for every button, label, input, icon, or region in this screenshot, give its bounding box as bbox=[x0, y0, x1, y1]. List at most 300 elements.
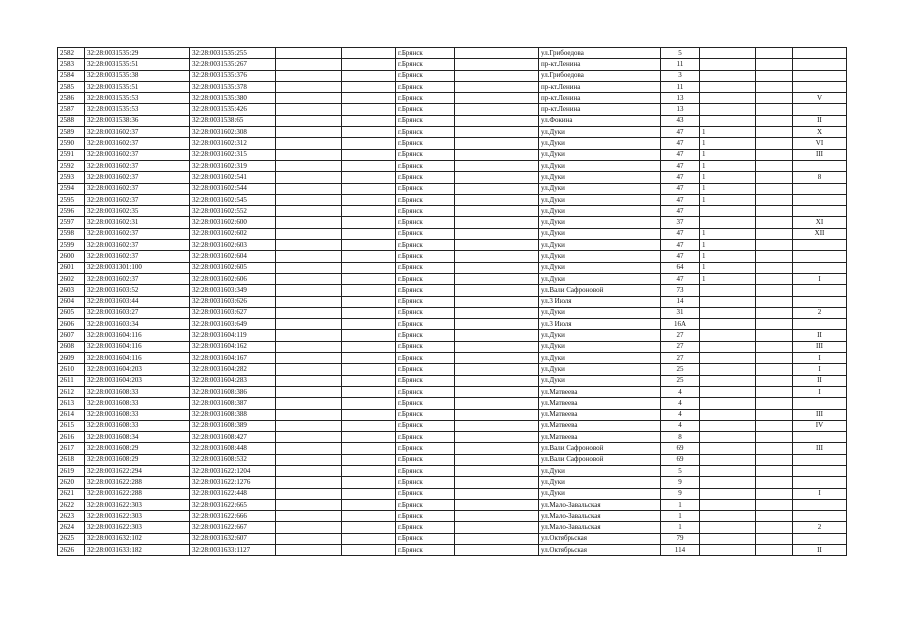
building-number-cell: 1 bbox=[700, 172, 756, 183]
table-row bbox=[58, 217, 847, 228]
row-number-cell: 2589 bbox=[58, 127, 85, 138]
empty-col-11-cell bbox=[756, 420, 793, 431]
row-number-cell: 2583 bbox=[58, 59, 85, 70]
empty-col-4-cell bbox=[276, 511, 342, 522]
object-number-cell: 32:28:0031602:603 bbox=[190, 240, 276, 251]
building-number-cell bbox=[700, 398, 756, 409]
table-row bbox=[58, 545, 847, 556]
empty-col-7-cell bbox=[455, 488, 539, 499]
object-number-cell: 32:28:0031535:255 bbox=[190, 48, 276, 59]
empty-col-4-cell bbox=[276, 183, 342, 194]
empty-col-4-cell bbox=[276, 409, 342, 420]
house-number-cell: 47 bbox=[661, 172, 700, 183]
apartment-number-cell: IV bbox=[793, 420, 847, 431]
table-body bbox=[58, 48, 847, 556]
street-cell: ул.Дуки bbox=[539, 477, 661, 488]
empty-col-7-cell bbox=[455, 160, 539, 171]
empty-col-7-cell bbox=[455, 319, 539, 330]
empty-col-7-cell bbox=[455, 477, 539, 488]
house-number-cell: 16А bbox=[661, 319, 700, 330]
table-row bbox=[58, 443, 847, 454]
table-row bbox=[58, 104, 847, 115]
row-number-cell: 2618 bbox=[58, 454, 85, 465]
house-number-cell: 11 bbox=[661, 59, 700, 70]
table-row bbox=[58, 465, 847, 476]
empty-col-4-cell bbox=[276, 285, 342, 296]
empty-col-5-cell bbox=[342, 386, 396, 397]
parcel-number-cell: 32:28:0031633:182 bbox=[85, 545, 190, 556]
empty-col-11-cell bbox=[756, 172, 793, 183]
row-number-cell: 2611 bbox=[58, 375, 85, 386]
empty-col-7-cell bbox=[455, 206, 539, 217]
empty-col-11-cell bbox=[756, 217, 793, 228]
empty-col-11-cell bbox=[756, 93, 793, 104]
empty-col-11-cell bbox=[756, 48, 793, 59]
table-row bbox=[58, 454, 847, 465]
building-number-cell bbox=[700, 341, 756, 352]
empty-col-7-cell bbox=[455, 307, 539, 318]
building-number-cell bbox=[700, 465, 756, 476]
building-number-cell bbox=[700, 364, 756, 375]
empty-col-7-cell bbox=[455, 127, 539, 138]
city-cell: г.Брянск bbox=[396, 420, 455, 431]
table-row bbox=[58, 160, 847, 171]
city-cell: г.Брянск bbox=[396, 104, 455, 115]
table-row bbox=[58, 420, 847, 431]
empty-col-4-cell bbox=[276, 296, 342, 307]
house-number-cell: 47 bbox=[661, 240, 700, 251]
object-number-cell: 32:28:0031603:649 bbox=[190, 319, 276, 330]
building-number-cell: 1 bbox=[700, 138, 756, 149]
building-number-cell: 1 bbox=[700, 194, 756, 205]
city-cell: г.Брянск bbox=[396, 386, 455, 397]
empty-col-7-cell bbox=[455, 375, 539, 386]
city-cell: г.Брянск bbox=[396, 160, 455, 171]
house-number-cell: 69 bbox=[661, 443, 700, 454]
empty-col-11-cell bbox=[756, 375, 793, 386]
empty-col-4-cell bbox=[276, 545, 342, 556]
apartment-number-cell: I bbox=[793, 386, 847, 397]
house-number-cell: 47 bbox=[661, 273, 700, 284]
building-number-cell bbox=[700, 375, 756, 386]
city-cell: г.Брянск bbox=[396, 285, 455, 296]
object-number-cell: 32:28:0031608:387 bbox=[190, 398, 276, 409]
street-cell: ул.Дуки bbox=[539, 172, 661, 183]
row-number-cell: 2586 bbox=[58, 93, 85, 104]
city-cell: г.Брянск bbox=[396, 409, 455, 420]
empty-col-11-cell bbox=[756, 70, 793, 81]
table-row bbox=[58, 172, 847, 183]
object-number-cell: 32:28:0031603:349 bbox=[190, 285, 276, 296]
object-number-cell: 32:28:0031604:119 bbox=[190, 330, 276, 341]
empty-col-11-cell bbox=[756, 341, 793, 352]
row-number-cell: 2615 bbox=[58, 420, 85, 431]
empty-col-4-cell bbox=[276, 375, 342, 386]
empty-col-5-cell bbox=[342, 127, 396, 138]
building-number-cell: 1 bbox=[700, 127, 756, 138]
city-cell: г.Брянск bbox=[396, 319, 455, 330]
city-cell: г.Брянск bbox=[396, 228, 455, 239]
empty-col-11-cell bbox=[756, 443, 793, 454]
parcel-number-cell: 32:28:0031602:37 bbox=[85, 240, 190, 251]
empty-col-7-cell bbox=[455, 285, 539, 296]
object-number-cell: 32:28:0031622:1204 bbox=[190, 465, 276, 476]
apartment-number-cell: II bbox=[793, 330, 847, 341]
empty-col-7-cell bbox=[455, 465, 539, 476]
parcel-number-cell: 32:28:0031535:51 bbox=[85, 59, 190, 70]
parcel-number-cell: 32:28:0031538:36 bbox=[85, 115, 190, 126]
table-row bbox=[58, 341, 847, 352]
empty-col-7-cell bbox=[455, 48, 539, 59]
empty-col-5-cell bbox=[342, 499, 396, 510]
empty-col-11-cell bbox=[756, 194, 793, 205]
empty-col-5-cell bbox=[342, 240, 396, 251]
city-cell: г.Брянск bbox=[396, 398, 455, 409]
building-number-cell bbox=[700, 386, 756, 397]
empty-col-5-cell bbox=[342, 160, 396, 171]
table-row bbox=[58, 511, 847, 522]
table-row bbox=[58, 206, 847, 217]
house-number-cell: 43 bbox=[661, 115, 700, 126]
empty-col-11-cell bbox=[756, 307, 793, 318]
building-number-cell bbox=[700, 93, 756, 104]
table-row bbox=[58, 194, 847, 205]
row-number-cell: 2605 bbox=[58, 307, 85, 318]
row-number-cell: 2617 bbox=[58, 443, 85, 454]
object-number-cell: 32:28:0031602:606 bbox=[190, 273, 276, 284]
street-cell: ул.Матвеева bbox=[539, 409, 661, 420]
empty-col-5-cell bbox=[342, 194, 396, 205]
empty-col-7-cell bbox=[455, 409, 539, 420]
table-row bbox=[58, 183, 847, 194]
apartment-number-cell: 2 bbox=[793, 307, 847, 318]
parcel-number-cell: 32:28:0031602:37 bbox=[85, 138, 190, 149]
table-row bbox=[58, 432, 847, 443]
parcel-number-cell: 32:28:0031535:53 bbox=[85, 104, 190, 115]
house-number-cell: 5 bbox=[661, 465, 700, 476]
empty-col-4-cell bbox=[276, 160, 342, 171]
house-number-cell: 27 bbox=[661, 330, 700, 341]
house-number-cell: 73 bbox=[661, 285, 700, 296]
table-row bbox=[58, 93, 847, 104]
city-cell: г.Брянск bbox=[396, 330, 455, 341]
city-cell: г.Брянск bbox=[396, 262, 455, 273]
object-number-cell: 32:28:0031608:386 bbox=[190, 386, 276, 397]
parcel-number-cell: 32:28:0031535:29 bbox=[85, 48, 190, 59]
empty-col-5-cell bbox=[342, 545, 396, 556]
empty-col-5-cell bbox=[342, 296, 396, 307]
house-number-cell: 31 bbox=[661, 307, 700, 318]
building-number-cell bbox=[700, 330, 756, 341]
city-cell: г.Брянск bbox=[396, 172, 455, 183]
apartment-number-cell bbox=[793, 465, 847, 476]
empty-col-5-cell bbox=[342, 488, 396, 499]
empty-col-11-cell bbox=[756, 251, 793, 262]
empty-col-4-cell bbox=[276, 477, 342, 488]
empty-col-7-cell bbox=[455, 262, 539, 273]
table-row bbox=[58, 386, 847, 397]
object-number-cell: 32:28:0031602:604 bbox=[190, 251, 276, 262]
apartment-number-cell bbox=[793, 206, 847, 217]
city-cell: г.Брянск bbox=[396, 93, 455, 104]
table-row bbox=[58, 285, 847, 296]
parcel-number-cell: 32:28:0031608:33 bbox=[85, 386, 190, 397]
apartment-number-cell: I bbox=[793, 273, 847, 284]
empty-col-4-cell bbox=[276, 194, 342, 205]
empty-col-5-cell bbox=[342, 353, 396, 364]
empty-col-11-cell bbox=[756, 465, 793, 476]
empty-col-7-cell bbox=[455, 522, 539, 533]
parcel-number-cell: 32:28:0031602:35 bbox=[85, 206, 190, 217]
parcel-number-cell: 32:28:0031602:37 bbox=[85, 273, 190, 284]
street-cell: ул.Дуки bbox=[539, 149, 661, 160]
building-number-cell bbox=[700, 353, 756, 364]
house-number-cell: 27 bbox=[661, 353, 700, 364]
house-number-cell: 25 bbox=[661, 375, 700, 386]
apartment-number-cell: 2 bbox=[793, 522, 847, 533]
empty-col-4-cell bbox=[276, 353, 342, 364]
city-cell: г.Брянск bbox=[396, 70, 455, 81]
registry-table bbox=[57, 47, 847, 556]
object-number-cell: 32:28:0031632:607 bbox=[190, 533, 276, 544]
empty-col-5-cell bbox=[342, 206, 396, 217]
building-number-cell bbox=[700, 499, 756, 510]
parcel-number-cell: 32:28:0031608:33 bbox=[85, 398, 190, 409]
object-number-cell: 32:28:0031622:667 bbox=[190, 522, 276, 533]
city-cell: г.Брянск bbox=[396, 59, 455, 70]
empty-col-4-cell bbox=[276, 465, 342, 476]
object-number-cell: 32:28:0031602:308 bbox=[190, 127, 276, 138]
object-number-cell: 32:28:0031604:282 bbox=[190, 364, 276, 375]
house-number-cell: 11 bbox=[661, 81, 700, 92]
house-number-cell: 64 bbox=[661, 262, 700, 273]
house-number-cell: 4 bbox=[661, 409, 700, 420]
table-row bbox=[58, 307, 847, 318]
table-row bbox=[58, 127, 847, 138]
object-number-cell: 32:28:0031622:665 bbox=[190, 499, 276, 510]
object-number-cell: 32:28:0031622:666 bbox=[190, 511, 276, 522]
building-number-cell: 1 bbox=[700, 183, 756, 194]
apartment-number-cell bbox=[793, 533, 847, 544]
city-cell: г.Брянск bbox=[396, 296, 455, 307]
object-number-cell: 32:28:0031535:378 bbox=[190, 81, 276, 92]
empty-col-4-cell bbox=[276, 251, 342, 262]
empty-col-5-cell bbox=[342, 375, 396, 386]
building-number-cell: 1 bbox=[700, 228, 756, 239]
row-number-cell: 2584 bbox=[58, 70, 85, 81]
apartment-number-cell: V bbox=[793, 93, 847, 104]
table-row bbox=[58, 477, 847, 488]
street-cell: ул.Октябрьская bbox=[539, 545, 661, 556]
empty-col-7-cell bbox=[455, 194, 539, 205]
house-number-cell: 47 bbox=[661, 194, 700, 205]
empty-col-5-cell bbox=[342, 511, 396, 522]
empty-col-5-cell bbox=[342, 420, 396, 431]
street-cell: ул.Грибоедова bbox=[539, 70, 661, 81]
house-number-cell: 114 bbox=[661, 545, 700, 556]
empty-col-5-cell bbox=[342, 477, 396, 488]
empty-col-7-cell bbox=[455, 104, 539, 115]
empty-col-11-cell bbox=[756, 115, 793, 126]
empty-col-7-cell bbox=[455, 183, 539, 194]
row-number-cell: 2591 bbox=[58, 149, 85, 160]
empty-col-4-cell bbox=[276, 432, 342, 443]
building-number-cell bbox=[700, 59, 756, 70]
empty-col-11-cell bbox=[756, 228, 793, 239]
empty-col-11-cell bbox=[756, 522, 793, 533]
house-number-cell: 69 bbox=[661, 454, 700, 465]
table-row bbox=[58, 375, 847, 386]
apartment-number-cell bbox=[793, 499, 847, 510]
empty-col-11-cell bbox=[756, 183, 793, 194]
object-number-cell: 32:28:0031622:448 bbox=[190, 488, 276, 499]
empty-col-7-cell bbox=[455, 296, 539, 307]
parcel-number-cell: 32:28:0031608:34 bbox=[85, 432, 190, 443]
object-number-cell: 32:28:0031604:283 bbox=[190, 375, 276, 386]
house-number-cell: 9 bbox=[661, 477, 700, 488]
house-number-cell: 1 bbox=[661, 499, 700, 510]
empty-col-4-cell bbox=[276, 127, 342, 138]
apartment-number-cell: X bbox=[793, 127, 847, 138]
empty-col-11-cell bbox=[756, 262, 793, 273]
row-number-cell: 2609 bbox=[58, 353, 85, 364]
parcel-number-cell: 32:28:0031608:29 bbox=[85, 454, 190, 465]
parcel-number-cell: 32:28:0031622:303 bbox=[85, 522, 190, 533]
city-cell: г.Брянск bbox=[396, 48, 455, 59]
street-cell: пр-кт.Ленина bbox=[539, 81, 661, 92]
apartment-number-cell: XI bbox=[793, 217, 847, 228]
empty-col-4-cell bbox=[276, 93, 342, 104]
object-number-cell: 32:28:0031608:427 bbox=[190, 432, 276, 443]
city-cell: г.Брянск bbox=[396, 465, 455, 476]
row-number-cell: 2608 bbox=[58, 341, 85, 352]
parcel-number-cell: 32:28:0031622:288 bbox=[85, 477, 190, 488]
empty-col-11-cell bbox=[756, 454, 793, 465]
street-cell: ул.Дуки bbox=[539, 341, 661, 352]
empty-col-4-cell bbox=[276, 398, 342, 409]
street-cell: ул.Вали Сафроновой bbox=[539, 454, 661, 465]
apartment-number-cell: III bbox=[793, 341, 847, 352]
table-row bbox=[58, 48, 847, 59]
empty-col-11-cell bbox=[756, 206, 793, 217]
row-number-cell: 2600 bbox=[58, 251, 85, 262]
empty-col-7-cell bbox=[455, 420, 539, 431]
empty-col-7-cell bbox=[455, 273, 539, 284]
city-cell: г.Брянск bbox=[396, 81, 455, 92]
street-cell: ул.Дуки bbox=[539, 488, 661, 499]
empty-col-4-cell bbox=[276, 522, 342, 533]
apartment-number-cell bbox=[793, 70, 847, 81]
building-number-cell bbox=[700, 285, 756, 296]
house-number-cell: 9 bbox=[661, 488, 700, 499]
empty-col-5-cell bbox=[342, 93, 396, 104]
empty-col-4-cell bbox=[276, 386, 342, 397]
apartment-number-cell bbox=[793, 511, 847, 522]
table-row bbox=[58, 319, 847, 330]
empty-col-5-cell bbox=[342, 172, 396, 183]
building-number-cell: 1 bbox=[700, 262, 756, 273]
empty-col-5-cell bbox=[342, 454, 396, 465]
street-cell: ул.Дуки bbox=[539, 364, 661, 375]
empty-col-5-cell bbox=[342, 115, 396, 126]
street-cell: ул.Матвеева bbox=[539, 398, 661, 409]
empty-col-7-cell bbox=[455, 386, 539, 397]
street-cell: ул.Дуки bbox=[539, 307, 661, 318]
apartment-number-cell bbox=[793, 240, 847, 251]
empty-col-4-cell bbox=[276, 228, 342, 239]
building-number-cell: 1 bbox=[700, 240, 756, 251]
empty-col-4-cell bbox=[276, 138, 342, 149]
street-cell: ул.Дуки bbox=[539, 183, 661, 194]
empty-col-7-cell bbox=[455, 353, 539, 364]
parcel-number-cell: 32:28:0031535:38 bbox=[85, 70, 190, 81]
street-cell: ул.Дуки bbox=[539, 273, 661, 284]
city-cell: г.Брянск bbox=[396, 194, 455, 205]
parcel-number-cell: 32:28:0031604:203 bbox=[85, 375, 190, 386]
row-number-cell: 2622 bbox=[58, 499, 85, 510]
street-cell: ул.Дуки bbox=[539, 160, 661, 171]
empty-col-4-cell bbox=[276, 59, 342, 70]
row-number-cell: 2599 bbox=[58, 240, 85, 251]
empty-col-7-cell bbox=[455, 364, 539, 375]
house-number-cell: 37 bbox=[661, 217, 700, 228]
empty-col-4-cell bbox=[276, 115, 342, 126]
street-cell: ул.Грибоедова bbox=[539, 48, 661, 59]
apartment-number-cell bbox=[793, 81, 847, 92]
row-number-cell: 2619 bbox=[58, 465, 85, 476]
apartment-number-cell: II bbox=[793, 375, 847, 386]
building-number-cell bbox=[700, 454, 756, 465]
object-number-cell: 32:28:0031608:389 bbox=[190, 420, 276, 431]
object-number-cell: 32:28:0031602:312 bbox=[190, 138, 276, 149]
building-number-cell bbox=[700, 206, 756, 217]
empty-col-11-cell bbox=[756, 104, 793, 115]
empty-col-5-cell bbox=[342, 319, 396, 330]
house-number-cell: 47 bbox=[661, 228, 700, 239]
apartment-number-cell: III bbox=[793, 443, 847, 454]
street-cell: ул.Дуки bbox=[539, 138, 661, 149]
row-number-cell: 2620 bbox=[58, 477, 85, 488]
city-cell: г.Брянск bbox=[396, 138, 455, 149]
empty-col-11-cell bbox=[756, 488, 793, 499]
parcel-number-cell: 32:28:0031622:303 bbox=[85, 499, 190, 510]
object-number-cell: 32:28:0031604:162 bbox=[190, 341, 276, 352]
row-number-cell: 2607 bbox=[58, 330, 85, 341]
parcel-number-cell: 32:28:0031602:37 bbox=[85, 194, 190, 205]
empty-col-7-cell bbox=[455, 81, 539, 92]
empty-col-11-cell bbox=[756, 432, 793, 443]
apartment-number-cell: XII bbox=[793, 228, 847, 239]
object-number-cell: 32:28:0031535:376 bbox=[190, 70, 276, 81]
empty-col-7-cell bbox=[455, 511, 539, 522]
empty-col-7-cell bbox=[455, 115, 539, 126]
street-cell: ул.Матвеева bbox=[539, 420, 661, 431]
apartment-number-cell: I bbox=[793, 488, 847, 499]
house-number-cell: 1 bbox=[661, 511, 700, 522]
building-number-cell bbox=[700, 319, 756, 330]
apartment-number-cell: III bbox=[793, 409, 847, 420]
street-cell: ул.Дуки bbox=[539, 251, 661, 262]
apartment-number-cell bbox=[793, 194, 847, 205]
apartment-number-cell: 8 bbox=[793, 172, 847, 183]
table-row bbox=[58, 488, 847, 499]
city-cell: г.Брянск bbox=[396, 341, 455, 352]
empty-col-5-cell bbox=[342, 273, 396, 284]
house-number-cell: 4 bbox=[661, 420, 700, 431]
street-cell: ул.Дуки bbox=[539, 217, 661, 228]
empty-col-4-cell bbox=[276, 217, 342, 228]
apartment-number-cell bbox=[793, 104, 847, 115]
